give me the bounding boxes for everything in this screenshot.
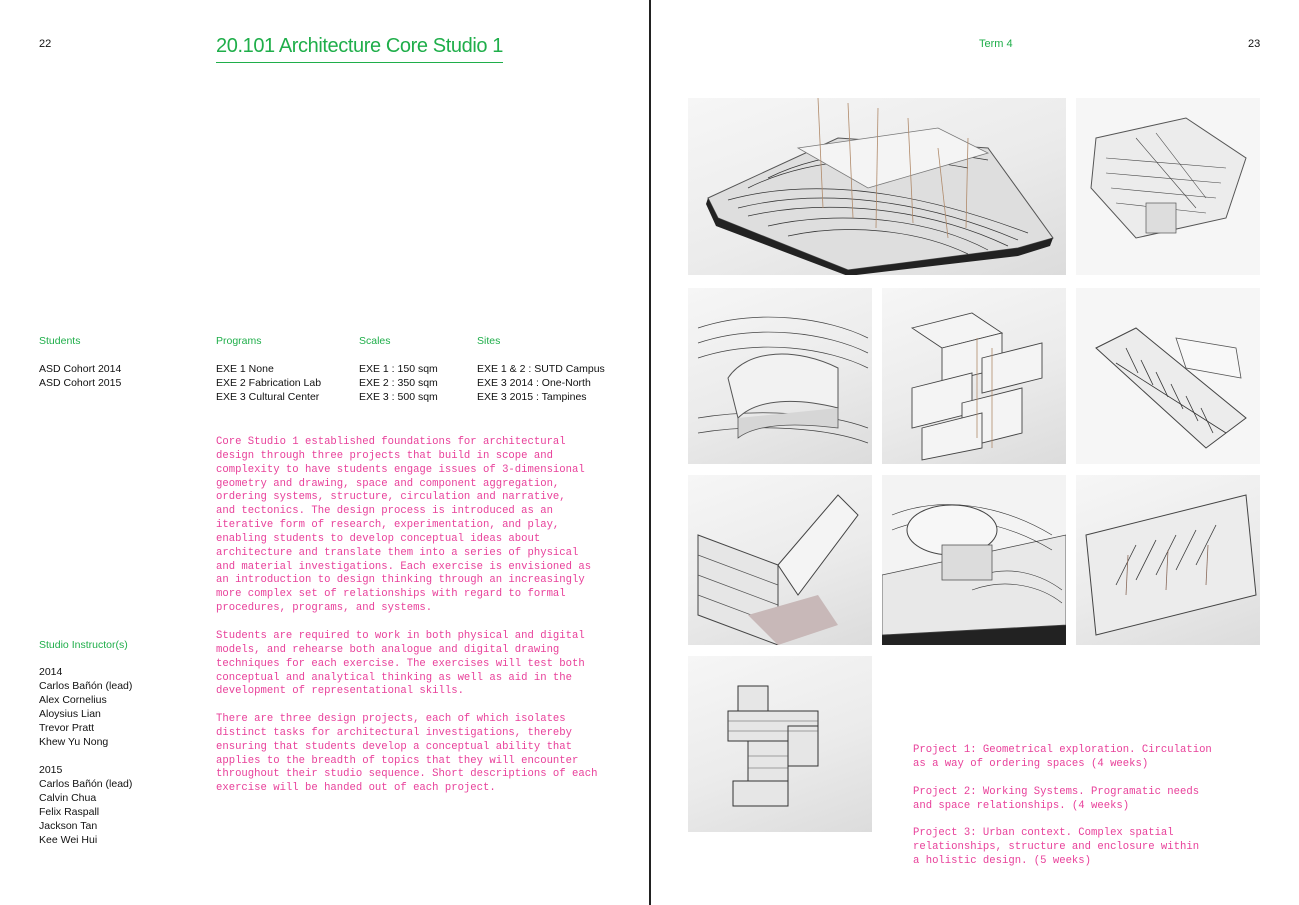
body-paragraph: There are three design projects, each of which isolates distinct tasks for architectural investigations, thereby ensuring that students develop a conceptual ability that applies to the breadth of topics that they will encounter throughout their studio sequence. Short descriptions of each exercise will be handed out of each project. xyxy=(216,713,598,795)
sites-list xyxy=(477,362,605,404)
scales-list xyxy=(359,362,438,404)
model-photo xyxy=(882,475,1066,645)
list-item: Carlos Bañón (lead) xyxy=(39,778,133,790)
programs-list xyxy=(216,362,321,404)
body-paragraph: Core Studio 1 established foundations for architectural design through three projects that build in scope and complexity to have students engage issues of 3-dimensional geometry and drawing, space and component aggregation, ordering systems, structure, circulation and narrative, and tectonics. The design process is introduced as an iterative form of research, experimentation, and play, enabling students to develop conceptual ideas about architecture and translate them into a series of physical and material investigations. Each exercise is envisioned as an introduction to design thinking through an increasingly more complex set of relationships with regard to formal procedures, programs, and systems. xyxy=(216,436,592,615)
page-title: 20.101 Architecture Core Studio 1 xyxy=(216,35,503,63)
project-caption: Project 2: Working Systems. Programatic needs and space relationships. (4 weeks) xyxy=(913,786,1200,812)
model-photo xyxy=(882,288,1066,464)
year-label: 2015 xyxy=(39,764,63,776)
list-item: Felix Raspall xyxy=(39,806,100,818)
list-item: EXE 1 & 2 : SUTD Campus xyxy=(477,363,605,375)
scales-heading: Scales xyxy=(359,335,391,347)
term-label: Term 4 xyxy=(979,38,1013,50)
project-caption: Project 1: Geometrical exploration. Circulation as a way of ordering spaces (4 weeks) xyxy=(913,744,1212,770)
list-item: Trevor Pratt xyxy=(39,722,95,734)
instructors-list xyxy=(39,665,132,847)
sites-heading: Sites xyxy=(477,335,501,347)
page-number-right: 23 xyxy=(1248,38,1261,50)
model-photo xyxy=(688,475,872,645)
list-item: Kee Wei Hui xyxy=(39,834,98,846)
list-item: Carlos Bañón (lead) xyxy=(39,680,133,692)
programs-heading: Programs xyxy=(216,335,262,347)
model-photo xyxy=(1076,475,1260,645)
list-item: EXE 3 : 500 sqm xyxy=(359,391,438,403)
students-heading: Students xyxy=(39,335,81,347)
list-item: Khew Yu Nong xyxy=(39,736,109,748)
model-photo xyxy=(1076,288,1260,464)
model-photo xyxy=(688,98,1066,275)
list-item: EXE 1 : 150 sqm xyxy=(359,363,438,375)
list-item: Jackson Tan xyxy=(39,820,98,832)
list-item: Calvin Chua xyxy=(39,792,97,804)
right-page xyxy=(651,0,1299,905)
list-item: EXE 3 2014 : One-North xyxy=(477,377,591,389)
year-label: 2014 xyxy=(39,666,63,678)
body-paragraph: Students are required to work in both physical and digital models, and rehearse both analogue and digital drawing techniques for each exercise. The exercises will test both conceptual and analytical thinking as well as aid in the development of representational skills. xyxy=(216,630,585,698)
model-photo xyxy=(1076,98,1260,275)
list-item: ASD Cohort 2014 xyxy=(39,363,122,375)
list-item: EXE 3 Cultural Center xyxy=(216,391,320,403)
list-item: Alex Cornelius xyxy=(39,694,107,706)
project-caption: Project 3: Urban context. Complex spatial relationships, structure and enclosure within a holistic design. (5 weeks) xyxy=(913,827,1200,867)
page-number-left: 22 xyxy=(39,38,52,50)
list-item: EXE 1 None xyxy=(216,363,274,375)
list-item: ASD Cohort 2015 xyxy=(39,377,122,389)
list-item: EXE 2 : 350 sqm xyxy=(359,377,438,389)
model-photo xyxy=(688,288,872,464)
students-list xyxy=(39,362,121,390)
list-item: EXE 2 Fabrication Lab xyxy=(216,377,322,389)
model-photo xyxy=(688,656,872,832)
list-item: EXE 3 2015 : Tampines xyxy=(477,391,587,403)
instructors-heading: Studio Instructor(s) xyxy=(39,639,128,651)
list-item: Aloysius Lian xyxy=(39,708,101,720)
